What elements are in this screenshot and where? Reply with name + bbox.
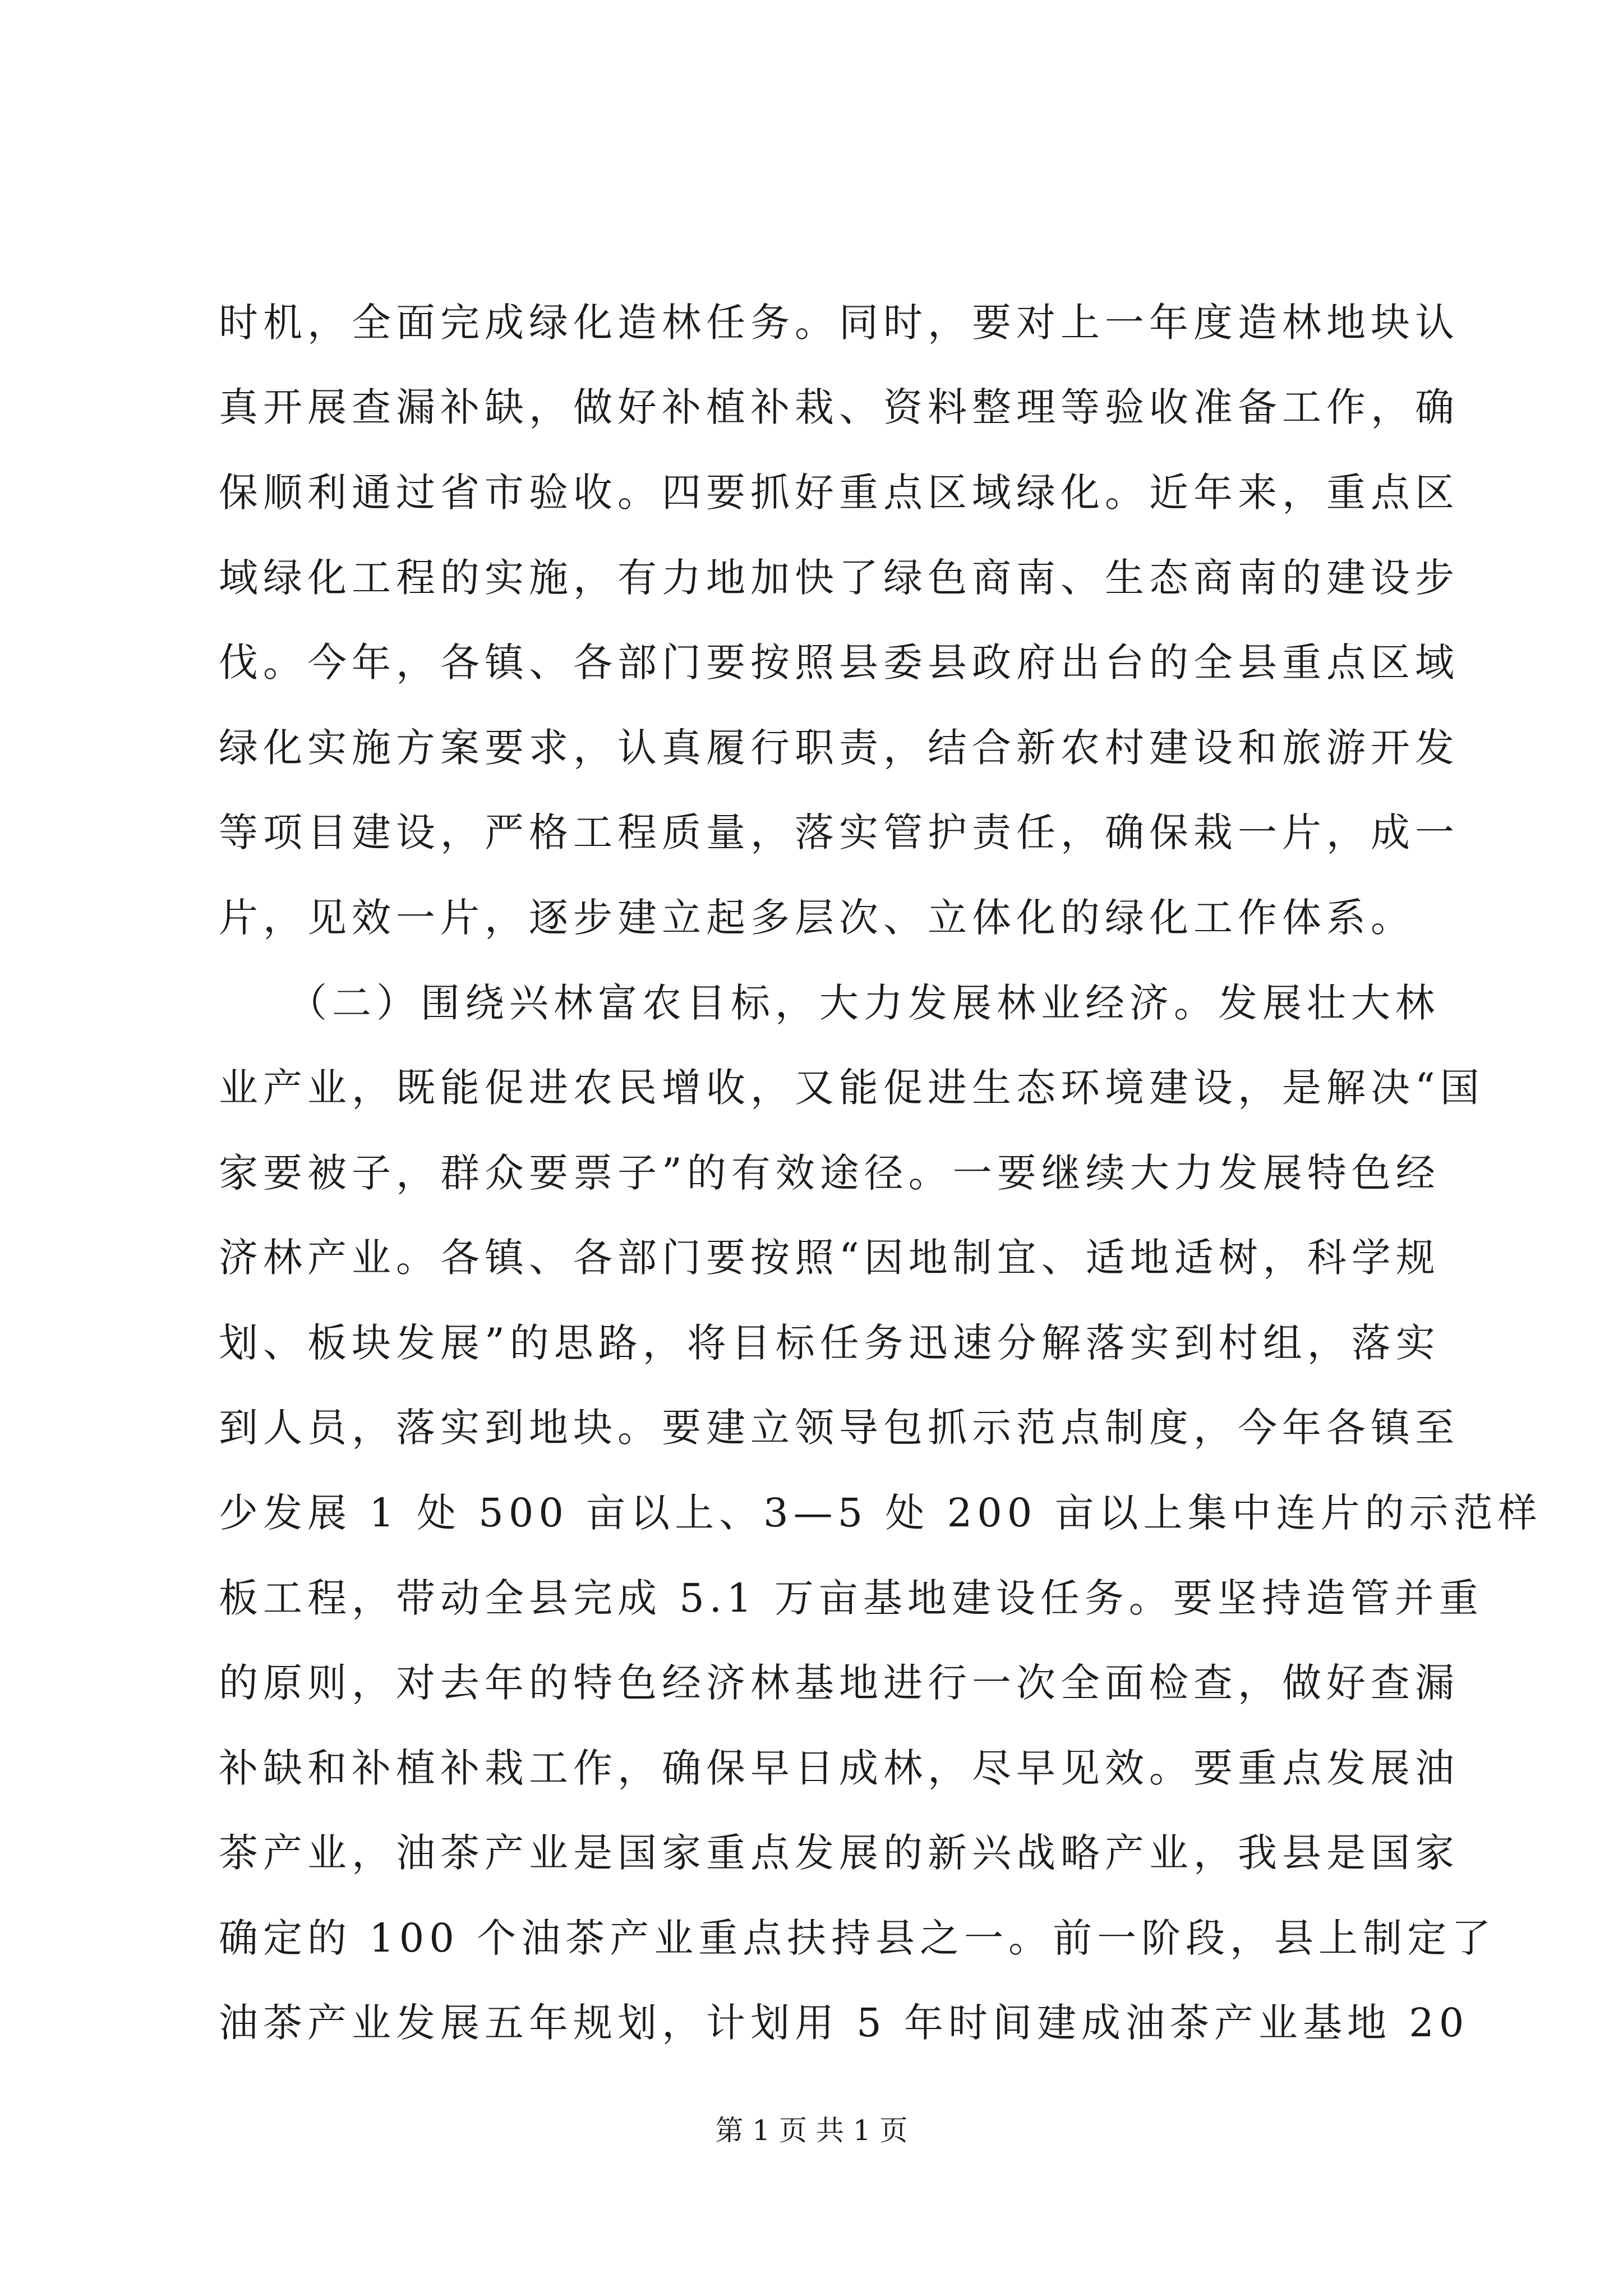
text-line: 伐。今年，各镇、各部门要按照县委县政府出台的全县重点区域 bbox=[219, 639, 1459, 685]
text-line: 的原则，对去年的特色经济林基地进行一次全面检查，做好查漏 bbox=[219, 1660, 1459, 1706]
text-line: 茶产业，油茶产业是国家重点发展的新兴战略产业，我县是国家 bbox=[219, 1830, 1459, 1876]
text-line: 真开展查漏补缺，做好补植补栽、资料整理等验收准备工作，确 bbox=[219, 384, 1459, 430]
text-line: 家要被子，群众要票子”的有效途径。一要继续大力发展特色经 bbox=[219, 1150, 1440, 1196]
page-footer: 第 1 页 共 1 页 bbox=[715, 2114, 908, 2147]
text-line: 等项目建设，严格工程质量，落实管护责任，确保栽一片，成一 bbox=[219, 809, 1459, 855]
text-line: 保顺利通过省市验收。四要抓好重点区域绿化。近年来，重点区 bbox=[219, 470, 1459, 516]
text-line: （二）围绕兴林富农目标，大力发展林业经济。发展壮大林 bbox=[219, 980, 1440, 1026]
text-line: 济林产业。各镇、各部门要按照“因地制宜、适地适树，科学规 bbox=[219, 1235, 1440, 1281]
text-line: 少发展 1 处 500 亩以上、3—5 处 200 亩以上集中连片的示范样 bbox=[219, 1490, 1542, 1536]
text-line: 域绿化工程的实施，有力地加快了绿色商南、生态商南的建设步 bbox=[219, 555, 1459, 601]
text-line: 到人员，落实到地块。要建立领导包抓示范点制度，今年各镇至 bbox=[219, 1405, 1459, 1451]
text-line: 绿化实施方案要求，认真履行职责，结合新农村建设和旅游开发 bbox=[219, 725, 1459, 771]
text-line: 确定的 100 个油茶产业重点扶持县之一。前一阶段，县上制定了 bbox=[219, 1915, 1496, 1961]
text-line: 业产业，既能促进农民增收，又能促进生态环境建设，是解决“国 bbox=[219, 1065, 1484, 1111]
text-line: 板工程，带动全县完成 5.1 万亩基地建设任务。要坚持造管并重 bbox=[219, 1575, 1483, 1621]
text-line: 片，见效一片，逐步建立起多层次、立体化的绿化工作体系。 bbox=[219, 895, 1415, 941]
text-line: 划、板块发展”的思路，将目标任务迅速分解落实到村组，落实 bbox=[219, 1320, 1440, 1366]
text-line: 油茶产业发展五年规划，计划用 5 年时间建成油茶产业基地 20 bbox=[219, 2000, 1469, 2046]
text-line: 补缺和补植补栽工作，确保早日成林，尽早见效。要重点发展油 bbox=[219, 1745, 1459, 1791]
text-line: 时机，全面完成绿化造林任务。同时，要对上一年度造林地块认 bbox=[219, 300, 1459, 346]
